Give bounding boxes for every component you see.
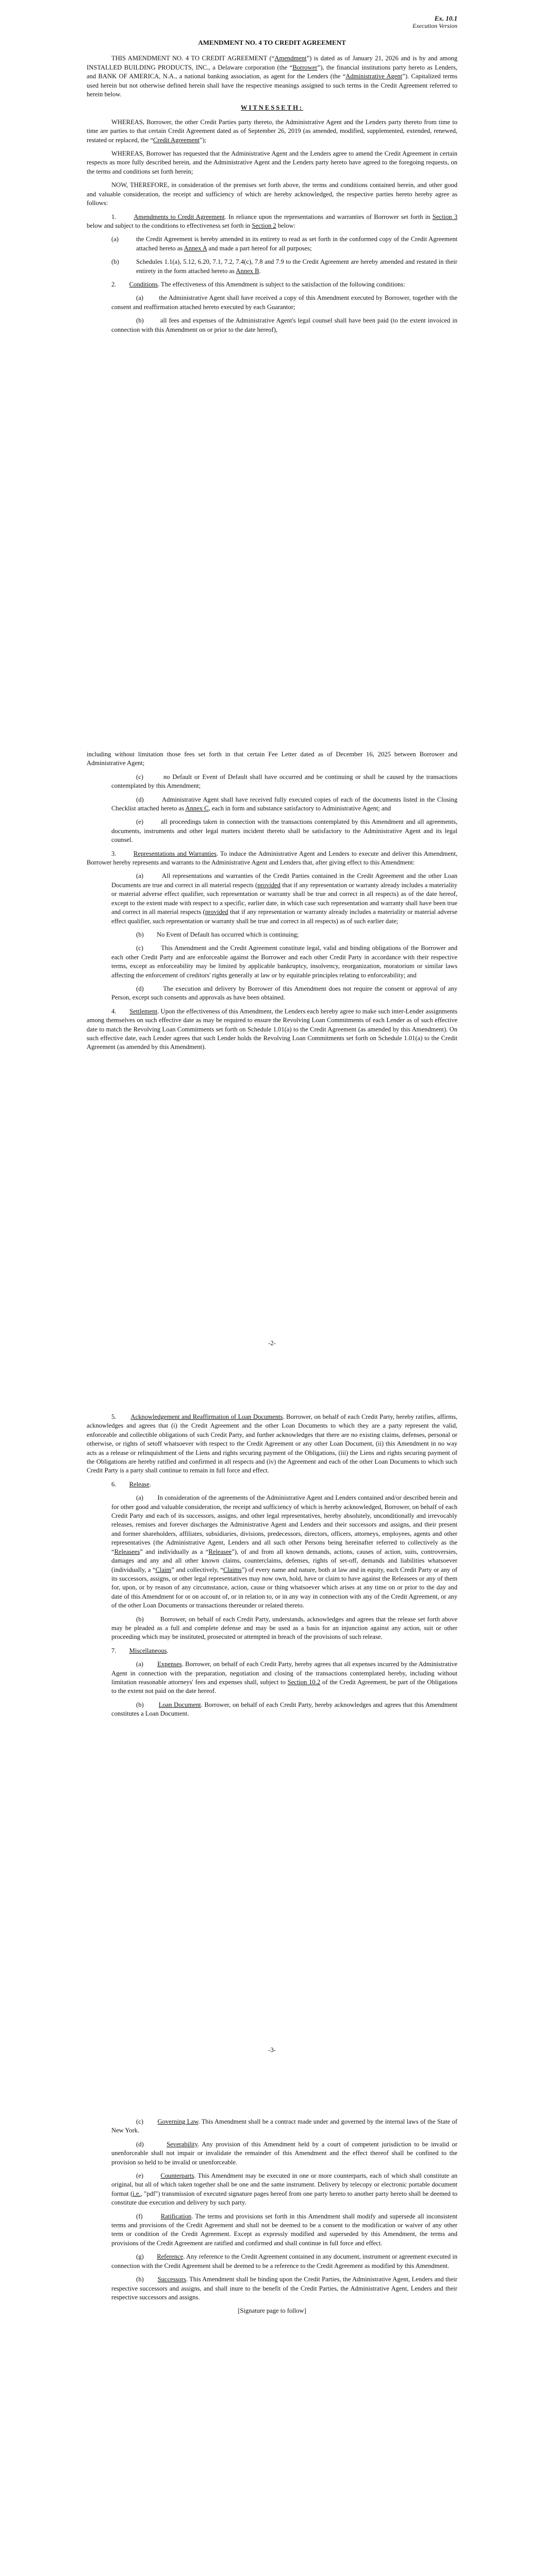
section-4: 4. Settlement. Upon the effectiveness of this Amendment, the Lenders each hereby agree to make such inter-Lender assignments among themselves on such effective date as may be required to ensure the Revolving Loan Commitments of each Lender as of such effective date to match the Revolving Loan Commitments set forth on Schedule 1.01(a) to the Credit Agreement (as amended by this Amendment). On such effective date, each Lender agrees that such Lender holds the Revolving Loan Commitments set forth on Schedule 1.01(a) to the Credit Agreement (as amended by this Amendment). bbox=[87, 1007, 458, 1051]
recital-1: WHEREAS, Borrower, the other Credit Parties party thereto, the Administrative Agent and the Lenders party thereto from time to time are parties to that certain Credit Agreement dated as of September 26, 2019 (as amended, modified, supplemented, extended, renewed, restated or replaced, the “Credit Agreement”); bbox=[87, 118, 457, 144]
preamble-paragraph: THIS AMENDMENT NO. 4 TO CREDIT AGREEMENT (“Amendment”) is dated as of January 21, 2026 and is by and among INSTALLED BUILDING PRODUCTS, INC., a Delaware corporation (the “Borrower”), the financial institutions party hereto as Lenders, and BANK OF AMERICA, N.A., a national banking association, as agent for the Lenders (the “Administrative Agent”). Capitalized terms used herein but not otherwise defined herein shall have the respective meanings assigned to such terms in the Credit Agreement referred to herein below. bbox=[87, 55, 458, 98]
exhibit-label: Ex. 10.1 bbox=[434, 14, 457, 22]
section-3: 3. Representations and Warranties. To induce the Administrative Agent and Lenders to execute and deliver this Amendment, Borrower hereby represents and warrants to the Administrative Agent and Lenders that, after giving effect to this Amendment: bbox=[87, 850, 457, 867]
section-2-d: (d) Administrative Agent shall have received fully executed copies of each of the documents listed in the Closing Checklist attached hereto as Annex C, each in form and substance satisfactory to Administrative Agent; and bbox=[111, 795, 457, 812]
section-3-d: (d) The execution and delivery by Borrower of this Amendment does not require the consent or approval of any Person, except such consents and approvals as have been obtained. bbox=[111, 985, 457, 1002]
document-page-1 bbox=[0, 14, 544, 339]
section-2-a: (a) the Administrative Agent shall have received a copy of this Amendment executed by Borrower, together with the consent and reaffirmation attached hereto executed by each Guarantor; bbox=[111, 294, 457, 311]
section-3-c: (c) This Amendment and the Credit Agreement constitute legal, valid and binding obligations of the Borrower and each other Credit Party and are enforceable against the Borrower and each other Credit Party in accordance with their respective terms, except as enforceability may be limited by applicable bankruptcy, insolvency, reorganization, moratorium or similar laws affecting the enforcement of creditors' rights generally at law or by equitable principles relating to enforceability; and bbox=[111, 944, 457, 979]
section-2-e: (e) all proceedings taken in connection with the transactions contemplated by this Amendment and all agreements, documents, instruments and other legal matters incident thereto shall be satisfactory to the Administrative Agent and its legal counsel. bbox=[111, 818, 457, 844]
section-7-e: (e) Counterparts. This Amendment may be executed in one or more counterparts, each of which shall constitute an original, but all of which taken together shall be one and the same instrument. Delivery by telecopy or electronic portable document format (i.e., "pdf") transmission of executed signature pages hereof from one party hereto to another party hereto shall be deemed to constitute due execution and delivery by such party. bbox=[111, 2172, 457, 2207]
section-7-f: (f) Ratification. The terms and provisions set forth in this Amendment shall modify and supersede all inconsistent terms and provisions of the Credit Agreement and shall not be deemed to be a consent to the modification or waiver of any other term or condition of the Credit Agreement. Except as expressly modified and superseded by this Amendment, the terms and provisions of the Credit Agreement are ratified and confirmed and shall continue in full force and effect. bbox=[111, 2212, 457, 2247]
execution-version-label: Execution Version bbox=[413, 22, 457, 29]
section-6: 6. Release. bbox=[111, 1480, 151, 1488]
section-2-c: (c) no Default or Event of Default shall have occurred and be continuing or shall be caused by the transactions contemplated by this Amendment; bbox=[111, 773, 457, 790]
section-7-h: (h) Successors. This Amendment shall be binding upon the Credit Parties, the Administrative Agent, Lenders and their respective successors and assigns, and shall inure to the benefit of the Credit Parties, the Administrative Agent, Lenders and their respective successors and assigns. bbox=[111, 2276, 457, 2301]
section-7-d: (d) Severability. Any provision of this Amendment held by a court of competent jurisdiction to be invalid or unenforceable shall not impair or invalidate the remainder of this Amendment and the effect thereof shall be confined to the provision so held to be invalid or unenforceable. bbox=[111, 2140, 458, 2166]
section-2: 2. Conditions. The effectiveness of this Amendment is subject to the satisfaction of the following conditions: bbox=[111, 280, 405, 288]
page-number: -2- bbox=[268, 1340, 276, 1347]
section-7-b: (b) Loan Document. Borrower, on behalf of each Credit Party, hereby acknowledges and agrees that this Amendment constitutes a Loan Document. bbox=[111, 1701, 458, 1718]
recital-3: NOW, THEREFORE, in consideration of the premises set forth above, the terms and conditions contained herein, and other good and valuable consideration, the receipt and sufficiency of which are hereby acknowledged, the respective parties hereto hereby agree as follows: bbox=[87, 181, 457, 207]
witnesseth-heading: WITNESSETH: bbox=[240, 104, 304, 112]
section-7: 7. Miscellaneous. bbox=[111, 1647, 169, 1654]
section-1-a: (a) the Credit Agreement is hereby amended in its entirety to read as set forth in the conformed copy of the Credit Agreement attached hereto as Annex A and made a part hereof for all purposes; bbox=[111, 235, 457, 252]
section-6-b: (b) Borrower, on behalf of each Credit Party, understands, acknowledges and agrees that the release set forth above may be pleaded as a full and complete defense and may be used as a basis for an injunction against any action, suit or other proceeding which may be instituted, prosecuted or attempted in breach of the provisions of such release. bbox=[111, 1615, 457, 1641]
document-page-3 bbox=[0, 1413, 544, 1723]
signature-page-note: [Signature page to follow] bbox=[238, 2307, 306, 2315]
section-5: 5. Acknowledgement and Reaffirmation of Loan Documents. Borrower, on behalf of each Credit Party, hereby ratifies, affirms, acknowledges and agrees that (i) the Credit Agreement and the other Loan Documents to which they are a party represent the valid, enforceable and collectible obligations of such Credit Party, and further acknowledges that there are no existing claims, defenses, personal or otherwise, or rights of setoff whatsoever with respect to the Credit Agreement or any other Loan Document, (ii) this Amendment in no way acts as a release or relinquishment of the Liens and rights securing payment of the Obligations, (iii) the Liens and rights securing payment of the Obligations are hereby ratified and confirmed in all respects and (iv) the Agreement and each of the other Loan Documents to which such Credit Party is a party shall continue to remain in full force and effect. bbox=[87, 1413, 458, 1475]
section-3-b: (b) No Event of Default has occurred which is continuing; bbox=[136, 930, 299, 938]
document-title: AMENDMENT NO. 4 TO CREDIT AGREEMENT bbox=[198, 39, 346, 46]
recital-2: WHEREAS, Borrower has requested that the Administrative Agent and the Lenders agree to amend the Credit Agreement in certain respects as more fully described herein, and the Administrative Agent and the Lenders party hereto have agreed to the foregoing requests, on the terms and conditions set forth herein; bbox=[87, 150, 457, 175]
document-page-4 bbox=[0, 2117, 544, 2316]
section-1: 1. Amendments to Credit Agreement. In reliance upon the representations and warranties of Borrower set forth in Section 3 below and subject to the conditions to effectiveness set forth in Section 2 below: bbox=[87, 213, 457, 229]
section-2-b: (b) all fees and expenses of the Administrative Agent's legal counsel shall have been paid (to the extent invoiced in connection with this Amendment on or prior to the date hereof), bbox=[111, 317, 457, 333]
section-7-c: (c) Governing Law. This Amendment shall be a contract made under and governed by the internal laws of the State of New York. bbox=[111, 2118, 457, 2134]
section-2-b-continued: including without limitation those fees set forth in that certain Fee Letter dated as of December 16, 2025 between Borrower and Administrative Agent; bbox=[87, 751, 457, 767]
section-6-a: (a) In consideration of the agreements of the Administrative Agent and Lenders contained and/or described herein and for other good and valuable consideration, the receipt and sufficiency of which is hereby acknowledged, Borrower, on behalf of each Credit Party and each of its successors, assigns, and other legal representatives, hereby absolutely, unconditionally and irrevocably releases, remises and forever discharges the Administrative Agent and Lenders and their successors and assigns, and their present and former shareholders, affiliates, subsidiaries, divisions, predecessors, directors, officers, attorneys, employees, agents and other representatives (the Administrative Agent, Lenders and all such other Persons being hereinafter referred to collectively as the “Releasees” and individually as a “Releasee”), of and from all known demands, actions, causes of action, suits, controversies, damages and any and all other known claims, counterclaims, defenses, rights of set-off, demands and liabilities whatsoever (individually, a “Claim” and collectively, “Claims”) of every name and nature, both at law and in equity, each Credit Party or any of its successors, assigns, or other legal representatives may now own, hold, have or claim to have against the Releasees or any of them for, upon, or by reason of any circumstance, action, cause or thing whatsoever which arises at any time on or prior to the day and date of this Amendment for or on account of, or in relation to, or in any way in connection with any of the Credit Agreement, or any of the other Loan Documents or transactions thereunder or related thereto. bbox=[111, 1494, 458, 1609]
section-7-g: (g) Reference. Any reference to the Credit Agreement contained in any document, instrument or agreement executed in connection with the Credit Agreement shall be deemed to be a reference to the Credit Agreement as modified by this Amendment. bbox=[111, 2253, 457, 2269]
page-number: -3- bbox=[268, 2046, 276, 2054]
section-7-a: (a) Expenses. Borrower, on behalf of each Credit Party, hereby agrees that all expenses incurred by the Administrative Agent in connection with the preparation, negotiation and closing of the transactions contemplated hereby, including without limitation reasonable attorneys' fees and expenses shall, subject to Section 10.2 of the Credit Agreement, be part of the Obligations to the extent not paid on the date hereof. bbox=[111, 1660, 458, 1695]
section-1-b: (b) Schedules 1.1(a), 5.12, 6.20, 7.1, 7.2, 7.4(c), 7.8 and 7.9 to the Credit Agreement are hereby amended and restated in their entirety in the form attached hereto as Annex B. bbox=[111, 258, 457, 275]
section-3-a: (a) All representations and warranties of the Credit Parties contained in the Credit Agreement and the other Loan Documents are true and correct in all material respects (provided that if any representation or warranty already includes a materiality or material adverse effect qualifier, such representation or warranty shall be true and correct in all respects) as of the date hereof, except to the extent made with respect to a specific, earlier date, in which case such representation and warranty shall have been true and correct in all material respects (provided that if any representation or warranty already includes a materiality or material adverse effect qualifier, such representation or warranty shall be true and correct in all respects) as of such earlier date; bbox=[111, 872, 457, 925]
document-page-2 bbox=[0, 750, 544, 1057]
